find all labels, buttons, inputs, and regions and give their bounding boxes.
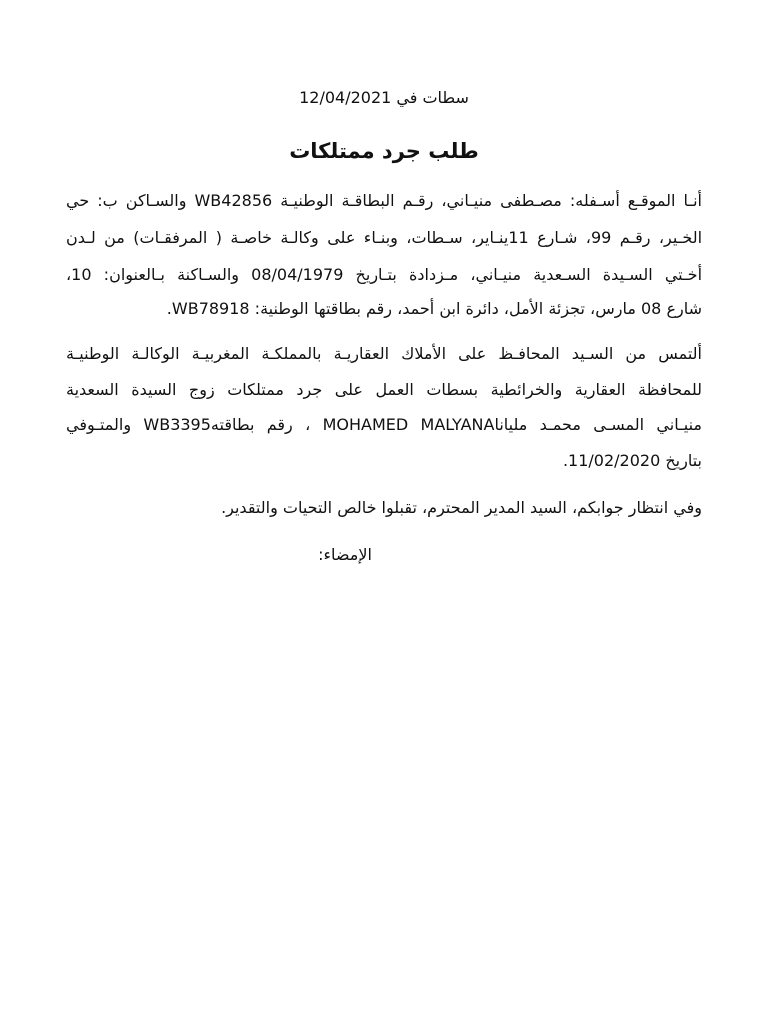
closing-line: وفي انتظار جوابكم، السيد المدير المحترم، تقبلوا خالص التحيات والتقدير. (221, 498, 702, 517)
paragraph-line: منيـاني المسـى محمـد ملياناMOHAMED MALYANA ، رقم بطاقتهWB3395 والمتـوفي (66, 415, 702, 434)
paragraph-line: الخـير، رقـم 99، شـارع 11ينـاير، سـطات، وبنـاء على وكالـة خاصـة ( المرفقـات) من لـدن (66, 228, 702, 247)
signature-label: الإمضاء: (318, 545, 372, 564)
paragraph-line: ألتمس من السـيد المحافـظ على الأملاك العقاريـة بالمملكـة المغربيـة الوكالـة الوطنيـة (66, 344, 702, 363)
document-title: طلب جرد ممتلكات (289, 139, 479, 163)
place-and-date: سطات في 12/04/2021 (299, 88, 469, 107)
paragraph-line: بتاريخ 11/02/2020. (562, 451, 702, 470)
paragraph-line: شارع 08 مارس، تجزئة الأمل، دائرة ابن أحمد، رقم بطاقتها الوطنية: WB78918. (166, 299, 702, 318)
paragraph-line: للمحافظة العقارية والخرائطية بسطات العمل على جرد ممتلكات زوج السيدة السعدية (66, 380, 702, 399)
paragraph-line: أنـا الموقـع أسـفله: مصـطفى منيـاني، رقـم البطاقـة الوطنيـة WB42856 والسـاكن ب: حي (66, 191, 702, 210)
paragraph-line: أخـتي السـيدة السـعدية منيـاني، مـزدادة بتـاريخ 08/04/1979 والسـاكنة بـالعنوان: 10، (66, 265, 702, 284)
